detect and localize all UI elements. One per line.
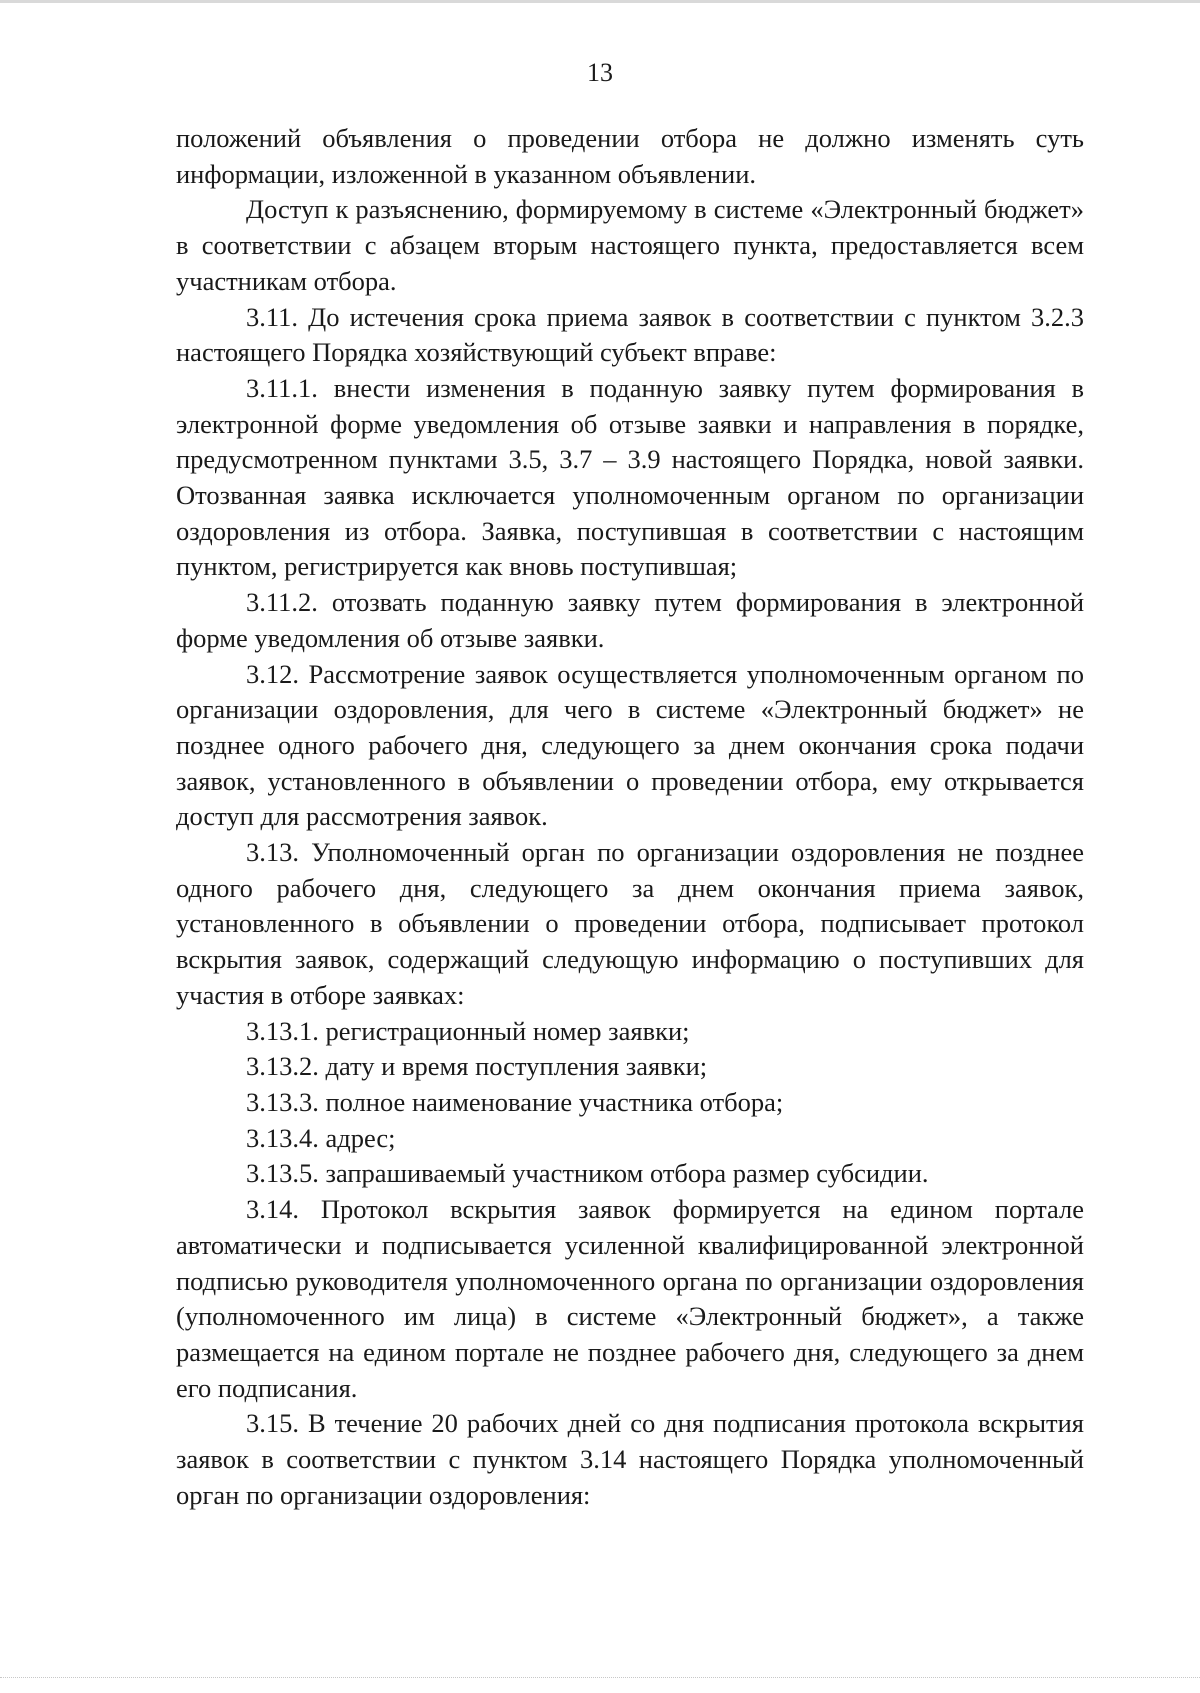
scan-edge-top [0, 0, 1200, 3]
paragraph: 3.11.2. отозвать поданную заявку путем формирования в электронной форме уведомления об отзыве заявки. [176, 587, 1084, 653]
paragraph: 3.11.1. внести изменения в поданную заявку путем формирования в электронной форме уведомления об отзыве заявки и направления в порядке, предусмотренном пунктами 3.5, 3.7 – 3.9 настоящего Порядка, новой заявки. Отозванная заявка исключается уполномоченным органом по организации оздоровления из отбора. Заявка, поступившая в соответствии с настоящим пунктом, регистрируется как вновь поступившая; [176, 372, 1084, 582]
paragraph: 3.13. Уполномоченный орган по организации оздоровления не позднее одного рабочего дня, следующего за днем окончания приема заявок, установленного в объявлении о проведении отбора, подписывает протокол вскрытия заявок, содержащий следующую информацию о поступивших для участия в отборе заявках: [176, 837, 1084, 1010]
paragraph: Доступ к разъяснению, формируемому в системе «Электронный бюджет» в соответствии с абзацем вторым настоящего пункта, предоставляется всем участникам отбора. [176, 194, 1084, 296]
list-item: 3.13.3. полное наименование участника отбора; [246, 1086, 784, 1117]
list-item: 3.13.1. регистрационный номер заявки; [246, 1015, 690, 1046]
document-body [176, 121, 1084, 1513]
list-item: 3.13.2. дату и время поступления заявки; [246, 1051, 708, 1082]
page-number: 13 [587, 58, 613, 87]
paragraph: 3.15. В течение 20 рабочих дней со дня подписания протокола вскрытия заявок в соответствии с пунктом 3.14 настоящего Порядка уполномоченный орган по организации оздоровления: [176, 1408, 1084, 1510]
scan-edge-bottom [0, 1677, 1200, 1679]
list-item: 3.13.4. адрес; [246, 1122, 396, 1153]
paragraph: положений объявления о проведении отбора не должно изменять суть информации, изложенной в указанном объявлении. [176, 123, 1084, 189]
paragraph: 3.11. До истечения срока приема заявок в соответствии с пунктом 3.2.3 настоящего Порядка хозяйствующий субъект вправе: [176, 301, 1084, 368]
list-item: 3.13.5. запрашиваемый участником отбора размер субсидии. [246, 1158, 929, 1189]
paragraph: 3.14. Протокол вскрытия заявок формируется на едином портале автоматически и подписывается усиленной квалифицированной электронной подписью руководителя уполномоченного органа по организации оздоровления (уполномоченного им лица) в системе «Электронный бюджет», а также размещается на едином портале не позднее рабочего дня, следующего за днем его подписания. [176, 1194, 1084, 1403]
paragraph: 3.12. Рассмотрение заявок осуществляется уполномоченным органом по организации оздоровления, для чего в системе «Электронный бюджет» не позднее одного рабочего дня, следующего за днем окончания срока подачи заявок, установленного в объявлении о проведении отбора, ему открывается доступ для рассмотрения заявок. [176, 658, 1084, 832]
